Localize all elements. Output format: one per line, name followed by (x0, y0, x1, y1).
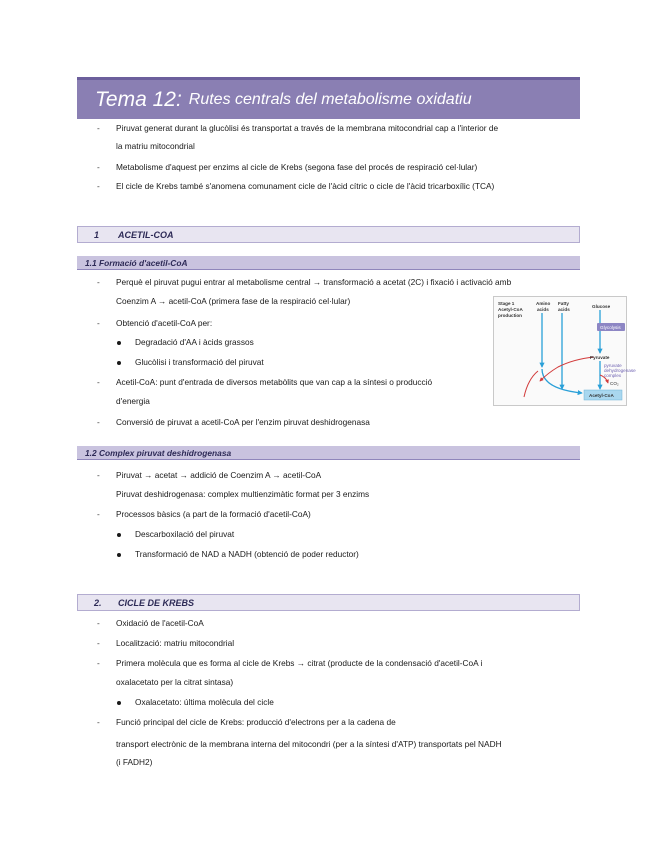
fig-stage-sub1: Acetyl-CoA (498, 307, 523, 312)
s12-item-1: Piruvat → acetat → addició de Coenzim A → acetil-CoA (116, 470, 322, 480)
s11-item-3-line-2: d'energia (116, 396, 150, 406)
section-2-title: CICLE DE KREBS (118, 597, 195, 608)
s2-item-3-line-2: oxalacetato per la citrat sintasa) (116, 677, 234, 687)
page-title (77, 77, 580, 119)
s12-subitem-2: Transformació de NAD a NADH (obtenció de poder reductor) (135, 549, 359, 559)
bullet-dot (117, 533, 121, 537)
section-1-number: 1 (94, 229, 100, 240)
section-1-heading (77, 226, 580, 243)
title-topic-number: Tema 12: (95, 87, 182, 111)
dash-marker: - (97, 417, 100, 427)
s11-item-1-line-2: Coenzim A → acetil-CoA (primera fase de la respiració cel·lular) (116, 296, 351, 306)
dash-marker: - (97, 638, 100, 648)
dash-marker: - (97, 377, 100, 387)
dash-marker: - (97, 717, 100, 727)
subsection-1-1-heading: 1.1 Formació d'acetil-CoA (77, 256, 580, 270)
pathway-diagram (494, 297, 636, 407)
bullet-dot (117, 361, 121, 365)
intro-item-3: El cicle de Krebs també s'anomena comunament cicle de l'àcid cítric o cicle de l'àcid tricarboxílic (TCA) (116, 181, 495, 191)
fig-co2-label: CO₂ (610, 381, 619, 386)
section-2-number: 2. (94, 597, 102, 608)
intro-item-1-line-1: Piruvat generat durant la glucòlisi és transportat a través de la membrana mitocondrial cap a l'interior de (116, 123, 499, 133)
amino-red-branch (524, 371, 538, 397)
s11-item-4: Conversió de piruvat a acetil-CoA per l'enzim piruvat deshidrogenasa (116, 417, 370, 427)
fig-amino-label: Amino (536, 301, 551, 306)
dash-marker: - (97, 123, 100, 133)
intro-item-2: Metabolisme d'aquest per enzims al cicle de Krebs (segona fase del procés de respiració cel·lular) (116, 162, 478, 172)
pyruvate-side-arrow (540, 357, 594, 381)
s2-subitem-1: Oxalacetato: última molècula del cicle (135, 697, 274, 707)
fig-fatty-label-2: acids (558, 307, 570, 312)
fig-pyruvate-label: Pyruvate (590, 355, 610, 360)
fig-acetyl-label: Acetyl-CoA (589, 393, 614, 398)
acetyl-coa-production-figure (493, 296, 636, 406)
s2-item-2: Localització: matriu mitocondrial (116, 638, 235, 648)
section-1-title: ACETIL-COA (118, 229, 174, 240)
fig-fatty-label: Fatty (558, 301, 569, 306)
dash-marker: - (97, 470, 100, 480)
fig-pdh-label-3: complex (604, 373, 622, 378)
dash-marker: - (97, 618, 100, 628)
fig-pdh-label-2: dehydrogenase (604, 368, 636, 373)
s12-item-2: Processos bàsics (a part de la formació d'acetil-CoA) (116, 509, 311, 519)
s2-item-4-line-2: transport electrònic de la membrana interna del mitocondri (per a la síntesi d'ATP) transportats pel NADH (116, 739, 502, 749)
s2-item-4-line-3: (i FADH2) (116, 757, 153, 767)
section-2-heading (77, 594, 580, 611)
dash-marker: - (97, 658, 100, 668)
s11-item-2: Obtenció d'acetil-CoA per: (116, 318, 213, 328)
s2-item-3-line-1: Primera molècula que es forma al cicle de Krebs → citrat (producte de la condensació d'acetil-CoA i (116, 658, 483, 668)
s11-item-3-line-1: Acetil-CoA: punt d'entrada de diversos metabòlits que van cap a la síntesi o producció (116, 377, 433, 387)
bullet-dot (117, 341, 121, 345)
subsection-1-2-heading: 1.2 Complex piruvat deshidrogenasa (77, 446, 580, 460)
s2-item-1: Oxidació de l'acetil-CoA (116, 618, 204, 628)
s12-item-1-line-2: Piruvat deshidrogenasa: complex multienzimàtic format per 3 enzims (116, 489, 370, 499)
fig-glucose-label: Glucose (592, 304, 611, 309)
title-topic-name: Rutes centrals del metabolisme oxidatiu (188, 90, 472, 108)
fig-stage-sub2: production (498, 313, 522, 318)
bullet-dot (117, 701, 121, 705)
s11-subitem-1: Degradació d'AA i àcids grassos (135, 337, 254, 347)
dash-marker: - (97, 181, 100, 191)
dash-marker: - (97, 162, 100, 172)
dash-marker: - (97, 277, 100, 287)
dash-marker: - (97, 318, 100, 328)
s12-subitem-1: Descarboxilació del piruvat (135, 529, 235, 539)
intro-item-1-line-2: la matriu mitocondrial (116, 141, 195, 151)
s11-subitem-2: Glucòlisi i transformació del piruvat (135, 357, 264, 367)
bullet-dot (117, 553, 121, 557)
s2-item-4-line-1: Funció principal del cicle de Krebs: producció d'electrons per a la cadena de (116, 717, 396, 727)
fig-glycolysis-label: Glycolysis (600, 325, 621, 330)
fig-pdh-label-1: pyruvate (604, 363, 622, 368)
fig-amino-label-2: acids (537, 307, 549, 312)
s11-item-1-line-1: Perquè el piruvat pugui entrar al metabolisme central → transformació a acetat (2C) i fixació i activació amb (116, 277, 512, 287)
dash-marker: - (97, 509, 100, 519)
fig-stage-label: Stage 1 (498, 301, 515, 306)
